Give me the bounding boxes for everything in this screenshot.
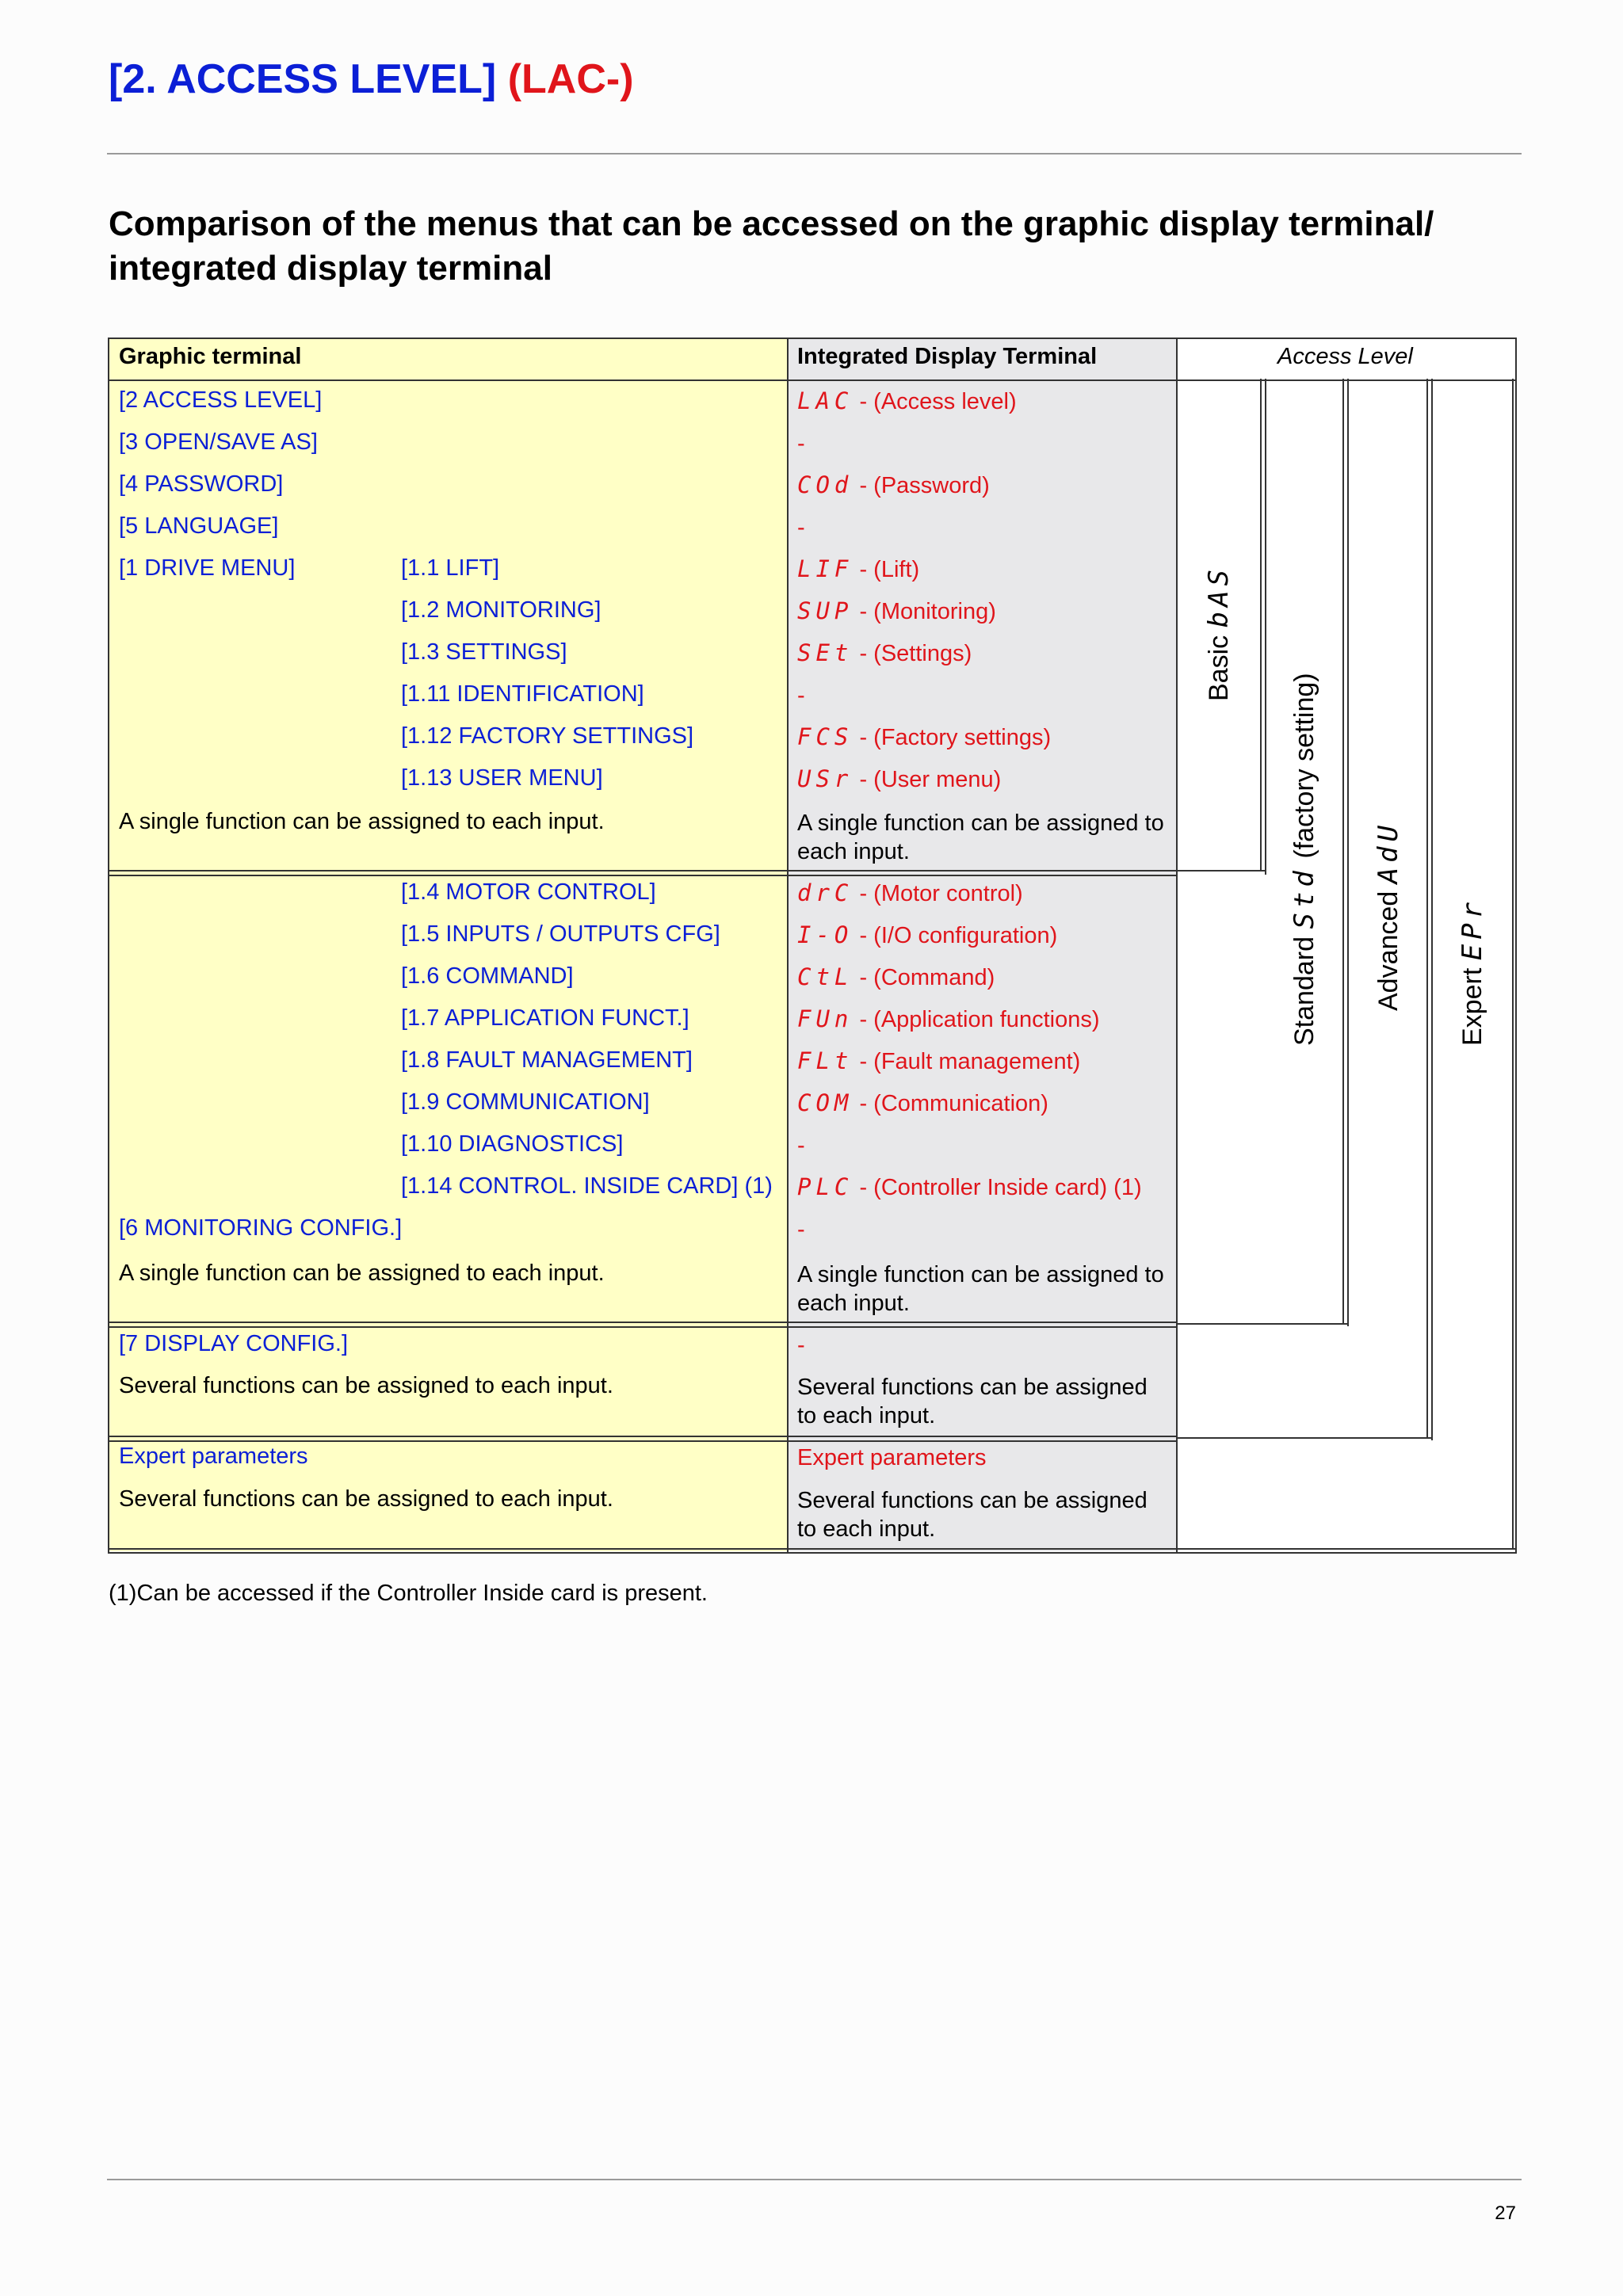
integrated-description: - (Lift)	[859, 557, 920, 582]
graphic-menu-item: [6 MONITORING CONFIG.]	[119, 1215, 403, 1241]
group-sep-2b	[108, 1326, 1178, 1328]
table-left-border	[108, 338, 109, 1553]
level-standard	[1289, 673, 1320, 1046]
integrated-menu-item	[797, 555, 919, 583]
group-sep-1b	[108, 875, 1178, 876]
graphic-submenu-item: [1.13 USER MENU]	[401, 765, 603, 791]
integrated-description: - (Motor control)	[859, 881, 1023, 906]
header-access-level: Access Level	[1277, 344, 1413, 369]
graphic-submenu-item: [1.6 COMMAND]	[401, 963, 574, 989]
level-advanced-name: Advanced	[1373, 891, 1403, 1011]
level-expert	[1457, 898, 1488, 1046]
integrated-menu-item	[797, 921, 1057, 949]
graphic-submenu-item: [1.11 IDENTIFICATION]	[401, 681, 644, 707]
table-bottom-a	[108, 1548, 1517, 1550]
col-divider-1	[787, 338, 789, 1553]
integrated-code: SUP	[797, 597, 854, 624]
integrated-code: PLC	[797, 1173, 854, 1200]
integrated-description: -	[797, 683, 805, 708]
note-several-graphic-1: Several functions can be assigned to each input.	[119, 1373, 613, 1398]
graphic-submenu-item: [1.3 SETTINGS]	[401, 639, 567, 665]
note-several-graphic-2: Several functions can be assigned to each input.	[119, 1486, 613, 1512]
advanced-bracket-inner	[1426, 379, 1428, 1437]
table-top-border	[108, 338, 1517, 339]
header-integrated: Integrated Display Terminal	[797, 344, 1098, 369]
integrated-menu-item	[797, 1047, 1080, 1075]
integrated-menu-item	[797, 1215, 805, 1243]
basic-bracket-left	[1265, 379, 1266, 875]
integrated-menu-item	[797, 1131, 805, 1159]
integrated-description: - (Factory settings)	[859, 725, 1052, 750]
integrated-menu-item	[797, 1444, 987, 1471]
integrated-description: - (Password)	[859, 473, 990, 498]
integrated-code: I-O	[797, 921, 854, 948]
page-title	[109, 55, 634, 103]
integrated-description: - (Fault management)	[859, 1049, 1081, 1074]
level-basic-code: bAS	[1203, 564, 1235, 628]
standard-bracket-left	[1347, 379, 1349, 1326]
integrated-description: - (Access level)	[859, 389, 1017, 414]
integrated-code: SEt	[797, 639, 854, 666]
integrated-code: FLt	[797, 1047, 854, 1074]
integrated-description: - (Application functions)	[859, 1007, 1100, 1032]
basic-bracket-inner	[1260, 379, 1262, 870]
graphic-submenu-item: [1.1 LIFT]	[401, 555, 500, 581]
integrated-menu-item	[797, 429, 805, 457]
level-advanced	[1373, 821, 1404, 1011]
level-standard-suffix: (factory setting)	[1289, 673, 1319, 859]
level-expert-code: EPr	[1457, 897, 1488, 961]
integrated-menu-item	[797, 1089, 1048, 1117]
note-several-integrated-1: Several functions can be assigned to each input.	[797, 1375, 1148, 1428]
note-several-integrated-2: Several functions can be assigned to each input.	[797, 1488, 1148, 1542]
graphic-submenu-item: [1.10 DIAGNOSTICS]	[401, 1131, 624, 1157]
graphic-menu-item: [5 LANGUAGE]	[119, 513, 279, 539]
integrated-menu-item	[797, 681, 805, 709]
graphic-submenu-item: [1.2 MONITORING]	[401, 597, 601, 623]
note-single-graphic-2: A single function can be assigned to each input.	[119, 1261, 605, 1286]
integrated-description: - (I/O configuration)	[859, 923, 1058, 948]
graphic-submenu-item: [1.4 MOTOR CONTROL]	[401, 879, 656, 905]
expert-bracket-inner	[1512, 379, 1514, 1550]
bottom-rule	[107, 2179, 1522, 2180]
advanced-bracket-bottom	[1178, 1437, 1433, 1439]
note-single-graphic-1: A single function can be assigned to each input.	[119, 809, 605, 834]
level-basic-name: Basic	[1204, 635, 1234, 701]
integrated-menu-item	[797, 723, 1051, 751]
integrated-code: USr	[797, 765, 854, 792]
top-rule	[107, 153, 1522, 154]
group-sep-3b	[108, 1440, 1178, 1442]
integrated-description: -	[797, 1217, 805, 1242]
integrated-code: COM	[797, 1089, 854, 1116]
integrated-description: -	[797, 431, 805, 456]
integrated-code: LAC	[797, 387, 854, 414]
footnote	[109, 1581, 708, 1607]
graphic-menu-item: [3 OPEN/SAVE AS]	[119, 429, 318, 455]
level-expert-name: Expert	[1457, 967, 1487, 1046]
integrated-description: -	[797, 1133, 805, 1158]
graphic-submenu-item: [1.9 COMMUNICATION]	[401, 1089, 650, 1115]
integrated-description: -	[797, 515, 805, 540]
integrated-description: - (User menu)	[859, 767, 1002, 792]
graphic-submenu-item: [1.5 INPUTS / OUTPUTS CFG]	[401, 921, 720, 947]
group-sep-2a	[108, 1322, 1178, 1323]
graphic-menu-item: [2 ACCESS LEVEL]	[119, 387, 323, 413]
integrated-description: - (Controller Inside card) (1)	[859, 1175, 1142, 1200]
integrated-code: FUn	[797, 1005, 854, 1032]
header-graphic: Graphic terminal	[119, 344, 302, 369]
page-title-code: (LAC-)	[507, 56, 634, 102]
section-heading: Comparison of the menus that can be accessed on the graphic display terminal/ integrated display terminal	[109, 204, 1434, 288]
integrated-code: LIF	[797, 555, 854, 582]
integrated-description: - (Monitoring)	[859, 599, 996, 624]
integrated-menu-item	[797, 1005, 1099, 1033]
page-number: 27	[1495, 2203, 1516, 2224]
integrated-description: - (Command)	[859, 965, 995, 990]
graphic-submenu-item: [1.7 APPLICATION FUNCT.]	[401, 1005, 689, 1031]
integrated-code: drC	[797, 879, 854, 906]
integrated-code: FCS	[797, 723, 854, 750]
integrated-description: - (Communication)	[859, 1091, 1048, 1116]
integrated-menu-item	[797, 963, 995, 991]
group-sep-1a	[108, 870, 1178, 871]
note-single-integrated-1: A single function can be assigned to each input.	[797, 810, 1164, 864]
graphic-submenu-item: [1.14 CONTROL. INSIDE CARD] (1)	[401, 1173, 773, 1199]
graphic-menu-item: Expert parameters	[119, 1444, 308, 1469]
group-sep-3a	[108, 1436, 1178, 1437]
graphic-menu-item: [1 DRIVE MENU]	[119, 555, 296, 581]
integrated-menu-item	[797, 639, 972, 667]
integrated-menu-item	[797, 1331, 805, 1359]
level-standard-name: Standard	[1289, 936, 1319, 1046]
integrated-description: - (Settings)	[859, 641, 972, 666]
integrated-menu-item	[797, 471, 990, 499]
level-advanced-code: AdU	[1373, 820, 1404, 884]
table-right-border	[1515, 338, 1517, 1553]
integrated-menu-item	[797, 1173, 1142, 1201]
level-basic	[1203, 565, 1235, 701]
basic-bracket-bottom	[1178, 870, 1266, 871]
footnote-text: Can be accessed if the Controller Inside card is present.	[136, 1581, 708, 1606]
col-divider-2	[1176, 338, 1178, 1553]
advanced-bracket-left	[1431, 379, 1433, 1440]
level-standard-code: Std	[1289, 866, 1320, 929]
graphic-menu-item: [4 PASSWORD]	[119, 471, 284, 497]
integrated-menu-item	[797, 597, 996, 625]
page-title-bracket: [2. ACCESS LEVEL]	[109, 56, 497, 102]
header-bottom-border	[108, 379, 1517, 381]
standard-bracket-inner	[1342, 379, 1344, 1323]
integrated-description: -	[797, 1333, 805, 1358]
integrated-menu-item	[797, 513, 805, 541]
integrated-menu-item	[797, 879, 1023, 907]
standard-bracket-bottom	[1178, 1323, 1349, 1325]
footnote-marker: (1)	[109, 1581, 137, 1606]
graphic-submenu-item: [1.8 FAULT MANAGEMENT]	[401, 1047, 693, 1073]
note-single-integrated-2: A single function can be assigned to each input.	[797, 1262, 1164, 1316]
graphic-menu-item: [7 DISPLAY CONFIG.]	[119, 1331, 349, 1356]
graphic-submenu-item: [1.12 FACTORY SETTINGS]	[401, 723, 694, 749]
integrated-description: Expert parameters	[797, 1445, 987, 1470]
integrated-code: COd	[797, 471, 854, 498]
integrated-menu-item	[797, 765, 1001, 793]
integrated-menu-item	[797, 387, 1017, 415]
integrated-code: CtL	[797, 963, 854, 990]
table-bottom-b	[108, 1552, 1517, 1554]
